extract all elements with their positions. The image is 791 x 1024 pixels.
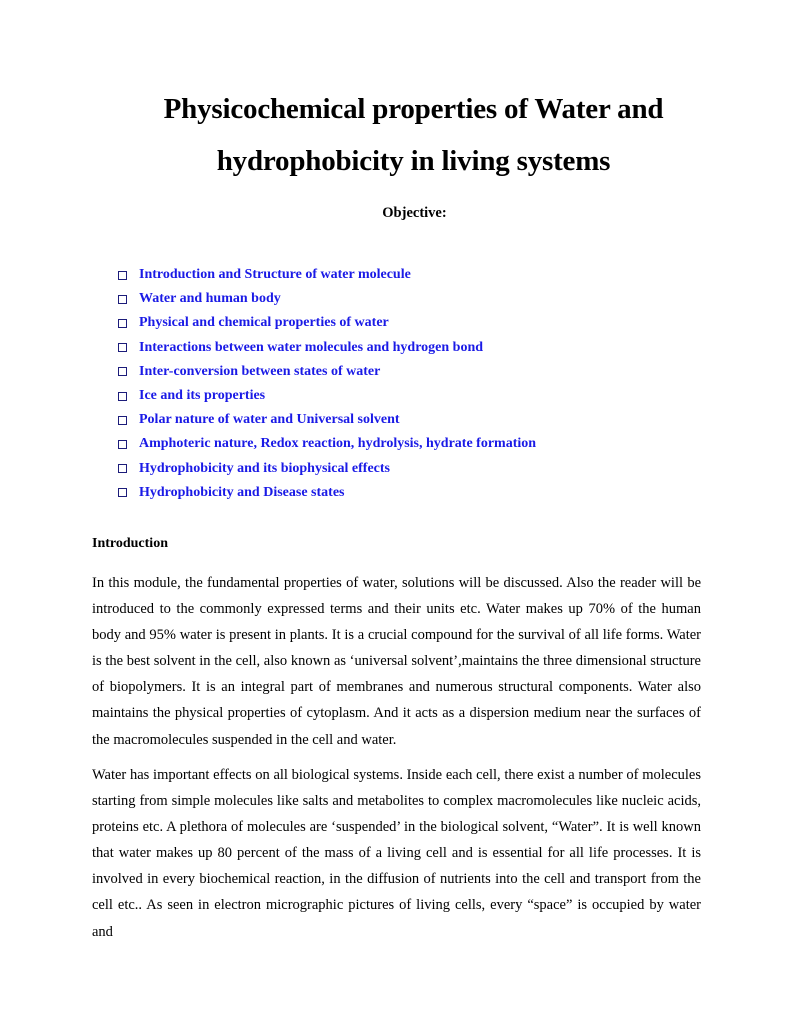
- objective-list: [118, 263, 536, 505]
- objective-item-label: Physical and chemical properties of water: [139, 315, 389, 331]
- checkbox-icon: [118, 343, 127, 352]
- objective-item: [118, 360, 536, 384]
- checkbox-icon: [118, 271, 127, 280]
- paragraph: In this module, the fundamental properties of water, solutions will be discussed. Also the reader will be introduced to the commonly expressed terms and their units etc. Water makes up 70% of the human body and 95% water is present in plants. It is a crucial compound for the survival of all life forms. Water is the best solvent in the cell, also known as ‘universal solvent’,maintains the three dimensional structure of biopolymers. It is an integral part of membranes and numerous structural components. Water also maintains the physical properties of cytoplasm. And it acts as a dispersion medium near the surfaces of the macromolecules suspended in the cell and water.: [92, 575, 701, 748]
- objective-item-label: Hydrophobicity and Disease states: [139, 484, 345, 500]
- objective-item: [118, 287, 536, 311]
- document-title-line-1: Physicochemical properties of Water and: [163, 93, 664, 125]
- document-title-line-2: hydrophobicity in living systems: [216, 145, 611, 177]
- objective-item-label: Amphoteric nature, Redox reaction, hydrolysis, hydrate formation: [139, 436, 537, 452]
- checkbox-icon: [118, 488, 127, 497]
- objective-item: [118, 263, 536, 287]
- checkbox-icon: [118, 464, 127, 473]
- checkbox-icon: [118, 295, 127, 304]
- objective-item: [118, 457, 536, 481]
- paragraph: Water has important effects on all biological systems. Inside each cell, there exist a number of molecules starting from simple molecules like salts and metabolites to complex macromolecules like nucleic acids, proteins etc. A plethora of molecules are ‘suspended’ in the biological solvent, “Water”. It is well known that water makes up 80 percent of the mass of a living cell and is essential for all life processes. It is involved in every biochemical reaction, in the diffusion of nutrients into the cell and transport from the cell etc.. As seen in electron micrographic pictures of living cells, every “space” is occupied by water and: [92, 767, 701, 940]
- section-heading-introduction: Introduction: [92, 536, 168, 551]
- objective-item-label: Polar nature of water and Universal solvent: [139, 412, 400, 428]
- objective-item: [118, 384, 536, 408]
- checkbox-icon: [118, 392, 127, 401]
- checkbox-icon: [118, 440, 127, 449]
- objective-item: [118, 408, 536, 432]
- objective-item-label: Inter-conversion between states of water: [139, 363, 381, 379]
- objective-item: [118, 311, 536, 335]
- checkbox-icon: [118, 319, 127, 328]
- objective-item: [118, 481, 536, 505]
- checkbox-icon: [118, 416, 127, 425]
- objective-item-label: Hydrophobicity and its biophysical effects: [139, 460, 390, 476]
- objective-item-label: Water and human body: [139, 291, 281, 307]
- objective-item-label: Ice and its properties: [139, 388, 266, 404]
- objective-label: Objective:: [382, 205, 447, 221]
- objective-item: [118, 336, 536, 360]
- checkbox-icon: [118, 367, 127, 376]
- objective-item-label: Interactions between water molecules and hydrogen bond: [139, 339, 484, 355]
- objective-item: [118, 432, 536, 456]
- objective-item-label: Introduction and Structure of water molecule: [139, 267, 411, 283]
